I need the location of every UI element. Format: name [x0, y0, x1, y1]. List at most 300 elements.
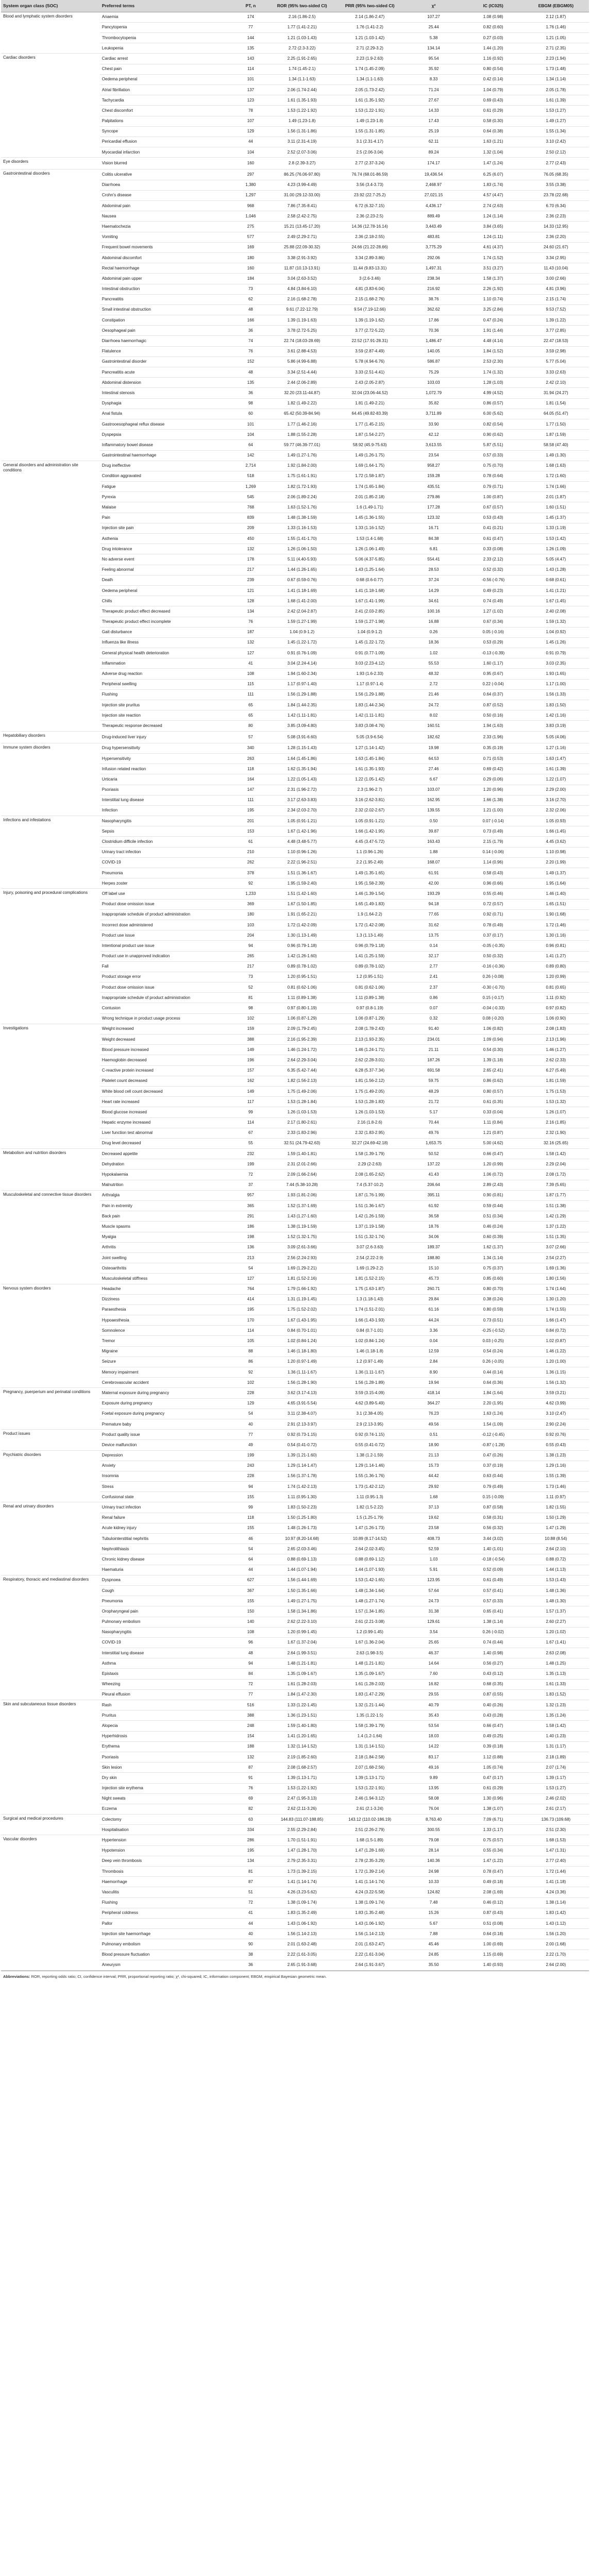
prr-value: 1.48 (1.27-1.74): [336, 1596, 404, 1606]
ebgm-value: 1.49 (1.30): [523, 450, 589, 461]
ic-value: 0.79 (0.71): [464, 482, 523, 492]
ror-value: 3.38 (2.91-3.92): [268, 252, 336, 263]
ic-value: 0.61 (0.29): [464, 1783, 523, 1793]
pt-count: 87: [233, 1762, 268, 1773]
ic-value: 1.15 (0.69): [464, 1950, 523, 1960]
ror-value: 2.31 (1.96-2.72): [268, 785, 336, 795]
prr-value: 2.16 (1.8-2.6): [336, 1117, 404, 1128]
prr-value: 1.2 (0.97-1.49): [336, 1357, 404, 1367]
ic-value: 0.72 (0.57): [464, 899, 523, 909]
prr-value: 2.64 (1.91-3.67): [336, 1960, 404, 1970]
preferred-term: White blood cell count decreased: [100, 1086, 233, 1096]
pt-count: 228: [233, 1471, 268, 1481]
ror-value: 2.25 (1.91-2.65): [268, 54, 336, 64]
ror-value: 1.67 (1.50-1.85): [268, 899, 336, 909]
pt-count: 36: [233, 326, 268, 336]
pt-count: 92: [233, 878, 268, 889]
chi-squared-value: 7.88: [403, 1929, 463, 1939]
ebgm-value: 2.08 (1.83): [523, 1024, 589, 1034]
header-prr: PRR (95% two-sided CI): [336, 0, 404, 12]
chi-squared-value: 418.14: [403, 1388, 463, 1398]
ebgm-value: 1.48 (1.25): [523, 1658, 589, 1669]
ic-value: -0.05 (-0.35): [464, 941, 523, 951]
prr-value: 1.02 (0.84-1.24): [336, 1336, 404, 1346]
prr-value: 1.31 (1.14-1.51): [336, 1741, 404, 1752]
preferred-term: Rash: [100, 1700, 233, 1710]
prr-value: 4.81 (3.83-6.04): [336, 284, 404, 294]
ror-value: 0.96 (0.79-1.18): [268, 941, 336, 951]
preferred-term: Abdominal discomfort: [100, 252, 233, 263]
chi-squared-value: 300.55: [403, 1825, 463, 1835]
chi-squared-value: 0.50: [403, 816, 463, 826]
pt-count: 334: [233, 1825, 268, 1835]
pt-count: 198: [233, 1232, 268, 1242]
ror-value: 4.23 (3.99-4.49): [268, 180, 336, 190]
ebgm-value: 1.47 (1.31): [523, 1845, 589, 1856]
ebgm-value: 1.49 (1.37): [523, 868, 589, 878]
pt-count: 186: [233, 1222, 268, 1232]
pt-count: 104: [233, 147, 268, 158]
ror-value: 144.83 (111.07-188.85): [268, 1815, 336, 1825]
chi-squared-value: 49.76: [403, 1128, 463, 1138]
pt-count: 88: [233, 1346, 268, 1357]
ebgm-value: 1.42 (1.16): [523, 710, 589, 721]
pt-count: 38: [233, 1950, 268, 1960]
ic-value: 1.66 (1.38): [464, 795, 523, 805]
chi-squared-value: 29.55: [403, 1689, 463, 1700]
ror-value: 31.00 (29.12-33.00): [268, 190, 336, 200]
ic-value: 0.57 (0.33): [464, 1596, 523, 1606]
pt-count: 140: [233, 1617, 268, 1627]
ror-value: 1.43 (1.06-1.92): [268, 1918, 336, 1928]
ic-value: 0.33 (0.08): [464, 544, 523, 554]
soc-cell: Vascular disorders: [1, 1835, 100, 1970]
pt-count: 627: [233, 1575, 268, 1585]
header-soc: System organ class (SOC): [1, 0, 100, 12]
ic-value: 0.43 (0.12): [464, 1669, 523, 1679]
ror-value: 2.01 (1.63-2.48): [268, 1939, 336, 1950]
ic-value: 0.54 (0.24): [464, 1346, 523, 1357]
pt-count: 157: [233, 1065, 268, 1076]
ic-value: 0.74 (0.44): [464, 1637, 523, 1648]
preferred-term: Epistaxis: [100, 1669, 233, 1679]
chi-squared-value: 137.22: [403, 1159, 463, 1170]
pt-count: 201: [233, 816, 268, 826]
chi-squared-value: 21.13: [403, 1450, 463, 1461]
header-pt-count: PT, n: [233, 0, 268, 12]
ror-value: 0.84 (0.70-1.01): [268, 1326, 336, 1336]
ebgm-value: 1.55 (1.34): [523, 126, 589, 137]
prr-value: 1.81 (1.52-2.15): [336, 1274, 404, 1284]
ror-value: 7.86 (7.35-8.41): [268, 201, 336, 211]
ic-value: -0.18 (-0.54): [464, 1554, 523, 1565]
ebgm-value: 0.81 (0.65): [523, 982, 589, 993]
ror-value: 7.44 (5.38-10.28): [268, 1180, 336, 1190]
chi-squared-value: 188.80: [403, 1252, 463, 1263]
ebgm-value: 5.77 (5.04): [523, 357, 589, 367]
chi-squared-value: 2.37: [403, 982, 463, 993]
preferred-term: Intentional product use issue: [100, 941, 233, 951]
chi-squared-value: 62.11: [403, 137, 463, 147]
preferred-term: Oedema peripheral: [100, 585, 233, 596]
ebgm-value: 1.75 (1.53): [523, 1086, 589, 1096]
ror-value: 1.52 (1.37-1.69): [268, 1201, 336, 1211]
ror-value: 1.75 (1.49-2.06): [268, 1086, 336, 1096]
prr-value: 2.18 (1.84-2.58): [336, 1752, 404, 1762]
ror-value: 1.05 (0.91-1.21): [268, 816, 336, 826]
pt-count: 199: [233, 1450, 268, 1461]
ic-value: 1.28 (1.03): [464, 378, 523, 388]
ror-value: 1.84 (1.44-2.35): [268, 700, 336, 710]
pt-count: 51: [233, 1887, 268, 1897]
prr-value: 58.92 (45.9-75.63): [336, 440, 404, 450]
ebgm-value: 2.23 (1.94): [523, 54, 589, 64]
prr-value: 0.97 (0.8-1.19): [336, 1003, 404, 1013]
ebgm-value: 3.83 (3.19): [523, 721, 589, 731]
ebgm-value: 1.87 (1.77): [523, 1190, 589, 1200]
ror-value: 1.82 (1.72-1.93): [268, 482, 336, 492]
prr-value: 1.81 (1.49-2.21): [336, 398, 404, 409]
ebgm-value: 0.91 (0.79): [523, 648, 589, 658]
ic-value: -0.25 (-0.52): [464, 1326, 523, 1336]
ebgm-value: 1.45 (1.26): [523, 637, 589, 648]
ebgm-value: 0.55 (0.43): [523, 1440, 589, 1450]
ebgm-value: 1.17 (1.00): [523, 679, 589, 689]
ebgm-value: 1.56 (1.32): [523, 1378, 589, 1388]
ror-value: 1.21 (1.03-1.43): [268, 33, 336, 43]
pt-count: 128: [233, 596, 268, 606]
ror-value: 1.74 (1.45-2.1): [268, 64, 336, 74]
ic-value: 1.20 (0.96): [464, 785, 523, 795]
ic-value: 0.52 (0.09): [464, 1565, 523, 1575]
preferred-term: Flatulence: [100, 346, 233, 357]
prr-value: 1.53 (1.22-1.91): [336, 1783, 404, 1793]
ebgm-value: 7.39 (5.65): [523, 1180, 589, 1190]
table-row: [1, 1149, 589, 1159]
ror-value: 2.44 (2.06-2.89): [268, 378, 336, 388]
ror-value: 4.48 (3.48-5.77): [268, 837, 336, 847]
ror-value: 1.06 (0.87-1.29): [268, 1013, 336, 1024]
chi-squared-value: 395.11: [403, 1190, 463, 1200]
prr-value: 2.36 (2.23-2.5): [336, 211, 404, 222]
chi-squared-value: 52.59: [403, 1544, 463, 1554]
preferred-term: Peripheral coldness: [100, 1908, 233, 1918]
pt-count: 62: [233, 294, 268, 304]
preferred-term: Vomiting: [100, 232, 233, 242]
ror-value: 1.67 (1.42-1.96): [268, 826, 336, 837]
table-row: [1, 1388, 589, 1398]
preferred-term: Injection site haemorrhage: [100, 1929, 233, 1939]
prr-value: 2.13 (1.93-2.35): [336, 1035, 404, 1045]
prr-value: 2.77 (2.37-3.24): [336, 158, 404, 170]
chi-squared-value: 25.44: [403, 22, 463, 32]
ebgm-value: 1.36 (1.15): [523, 1367, 589, 1378]
ror-value: 1.33 (1.22-1.45): [268, 1700, 336, 1710]
prr-value: 1.77 (1.45-2.15): [336, 419, 404, 429]
ror-value: 1.39 (1.21-1.60): [268, 1450, 336, 1461]
ebgm-value: 1.53 (1.27): [523, 106, 589, 116]
ebgm-value: 1.51 (1.38): [523, 1201, 589, 1211]
chi-squared-value: 7.60: [403, 1669, 463, 1679]
pt-count: 48: [233, 304, 268, 315]
preferred-term: Frequent bowel movements: [100, 242, 233, 252]
pt-count: 195: [233, 1304, 268, 1315]
pt-count: 180: [233, 252, 268, 263]
preferred-term: Premature baby: [100, 1419, 233, 1429]
ic-value: 1.74 (1.32): [464, 367, 523, 378]
pt-count: 577: [233, 232, 268, 242]
preferred-term: Aneurysm: [100, 1960, 233, 1970]
prr-value: 2.62 (2.28-3.01): [336, 1055, 404, 1065]
chi-squared-value: 123.95: [403, 1575, 463, 1585]
pt-count: 155: [233, 1492, 268, 1502]
preferred-term: Weight decreased: [100, 1035, 233, 1045]
table-row: [1, 1190, 589, 1200]
prr-value: 1.61 (1.35-1.92): [336, 95, 404, 106]
ebgm-value: 2.29 (2.04): [523, 1159, 589, 1170]
chi-squared-value: 45.46: [403, 1939, 463, 1950]
ror-value: 1.77 (1.41-2.21): [268, 22, 336, 32]
chi-squared-value: 1,486.47: [403, 336, 463, 346]
chi-squared-value: 0.04: [403, 1336, 463, 1346]
ebgm-value: 0.88 (0.72): [523, 1554, 589, 1565]
pt-count: 80: [233, 721, 268, 731]
ror-value: 1.17 (0.97-1.40): [268, 679, 336, 689]
chi-squared-value: 16.71: [403, 523, 463, 533]
chi-squared-value: 91.40: [403, 1024, 463, 1034]
chi-squared-value: 3,711.89: [403, 409, 463, 419]
ic-value: 1.63 (1.21): [464, 137, 523, 147]
pt-count: 90: [233, 1939, 268, 1950]
soc-cell: Cardiac disorders: [1, 54, 100, 158]
chi-squared-value: 44.42: [403, 1471, 463, 1481]
prr-value: 1.4 (1.2-1.64): [336, 1731, 404, 1741]
chi-squared-value: 238.34: [403, 274, 463, 284]
pt-count: 764: [233, 1284, 268, 1294]
prr-value: 1.37 (1.19-1.58): [336, 1222, 404, 1232]
preferred-term: Product use in unapproved indication: [100, 951, 233, 961]
chi-squared-value: 260.71: [403, 1284, 463, 1294]
preferred-term: Gastrointestinal disorder: [100, 357, 233, 367]
ic-value: 0.87 (0.43): [464, 1908, 523, 1918]
prr-value: 3.83 (3.08-4.76): [336, 721, 404, 731]
prr-value: 1.41 (1.14-1.74): [336, 1877, 404, 1887]
ebgm-value: 1.61 (1.39): [523, 764, 589, 774]
prr-value: 1.45 (1.22-1.72): [336, 637, 404, 648]
chi-squared-value: 19,436.54: [403, 170, 463, 180]
ic-value: 0.37 (0.19): [464, 1461, 523, 1471]
pt-count: 99: [233, 1107, 268, 1117]
preferred-term: Abdominal pain upper: [100, 274, 233, 284]
prr-value: 2.08 (1.78-2.43): [336, 1024, 404, 1034]
preferred-term: Pancytopenia: [100, 22, 233, 32]
chi-squared-value: 34.06: [403, 1232, 463, 1242]
ic-value: 0.80 (0.59): [464, 1304, 523, 1315]
chi-squared-value: 0.07: [403, 1003, 463, 1013]
ic-value: 0.80 (0.70): [464, 1284, 523, 1294]
prr-value: 1.11 (0.89-1.38): [336, 993, 404, 1003]
prr-value: 1.49 (1.23-1.8): [336, 116, 404, 126]
preferred-term: General physical health deterioration: [100, 648, 233, 658]
prr-value: 2.41 (2.03-2.85): [336, 606, 404, 617]
soc-cell: Product issues: [1, 1430, 100, 1450]
preferred-term: Eczema: [100, 1804, 233, 1814]
ebgm-value: 2.32 (1.90): [523, 1128, 589, 1138]
ror-value: 1.59 (1.40-1.81): [268, 1149, 336, 1159]
ebgm-value: 1.69 (1.36): [523, 1263, 589, 1274]
ebgm-value: 0.92 (0.76): [523, 1430, 589, 1440]
pt-count: 188: [233, 1741, 268, 1752]
preferred-term: Haemorrhage: [100, 1877, 233, 1887]
chi-squared-value: 435.51: [403, 482, 463, 492]
ic-value: 5.87 (5.51): [464, 440, 523, 450]
ic-value: 0.51 (0.34): [464, 1211, 523, 1222]
chi-squared-value: 77.65: [403, 909, 463, 920]
preferred-term: Confusional state: [100, 1492, 233, 1502]
ic-value: 0.95 (0.67): [464, 669, 523, 679]
ic-value: 0.33 (0.04): [464, 1107, 523, 1117]
prr-value: 1.72 (1.42-2.08): [336, 920, 404, 930]
preferred-term: Product dose omission issue: [100, 899, 233, 909]
pt-count: 142: [233, 450, 268, 461]
ror-value: 1.36 (1.23-1.51): [268, 1710, 336, 1721]
ebgm-value: 9.53 (7.52): [523, 304, 589, 315]
ror-value: 1.22 (1.05-1.43): [268, 774, 336, 785]
ic-value: 0.87 (0.52): [464, 700, 523, 710]
pt-count: 162: [233, 1076, 268, 1086]
ic-value: 1.83 (1.74): [464, 180, 523, 190]
pt-count: 37: [233, 1180, 268, 1190]
ror-value: 1.67 (1.37-2.04): [268, 1637, 336, 1648]
chi-squared-value: 554.41: [403, 554, 463, 565]
ebgm-value: 1.29 (1.16): [523, 1461, 589, 1471]
prr-value: 1.6 (1.49-1.71): [336, 502, 404, 513]
ic-value: 1.34 (1.14): [464, 1252, 523, 1263]
ror-value: 1.94 (1.60-2.34): [268, 669, 336, 679]
pt-count: 297: [233, 170, 268, 180]
chi-squared-value: 24.73: [403, 1596, 463, 1606]
ror-value: 1.36 (1.11-1.67): [268, 1367, 336, 1378]
ebgm-value: 1.34 (1.14): [523, 74, 589, 84]
ebgm-value: 1.66 (1.45): [523, 826, 589, 837]
ic-value: 0.57 (0.33): [464, 450, 523, 461]
ic-value: 0.59 (0.44): [464, 1201, 523, 1211]
prr-value: 0.68 (0.6-0.77): [336, 575, 404, 585]
ror-value: 1.61 (1.35-1.93): [268, 95, 336, 106]
prr-value: 2.36 (2.18-2.55): [336, 232, 404, 242]
preferred-term: Haemoglobin decreased: [100, 1055, 233, 1065]
ror-value: 2.64 (2.29-3.04): [268, 1055, 336, 1065]
preferred-term: Deep vein thrombosis: [100, 1856, 233, 1866]
preferred-term: Hypertension: [100, 1835, 233, 1845]
table-body: [1, 12, 589, 1970]
preferred-term: Hyperhidrosis: [100, 1731, 233, 1741]
prr-value: 2.51 (2.26-2.79): [336, 1825, 404, 1835]
ic-value: 1.00 (0.69): [464, 1939, 523, 1950]
ebgm-value: 1.20 (1.00): [523, 1357, 589, 1367]
ic-value: -0.56 (-0.76): [464, 575, 523, 585]
pt-count: 160: [233, 263, 268, 274]
ror-value: 3.17 (2.63-3.83): [268, 795, 336, 805]
soc-cell: Investigations: [1, 1024, 100, 1148]
ror-value: 1.44 (1.26-1.65): [268, 565, 336, 575]
ebgm-value: 3.34 (2.95): [523, 252, 589, 263]
pt-count: 144: [233, 33, 268, 43]
ror-value: 2.49 (2.29-2.71): [268, 232, 336, 242]
preferred-term: Drug-induced liver injury: [100, 731, 233, 743]
chi-squared-value: 59.75: [403, 1076, 463, 1086]
ror-value: 1.53 (1.22-1.92): [268, 106, 336, 116]
prr-value: 1.48 (1.34-1.64): [336, 1585, 404, 1596]
prr-value: 3.33 (2.51-4.41): [336, 367, 404, 378]
ror-value: 1.39 (1.19-1.63): [268, 315, 336, 326]
prr-value: 2.22 (1.61-3.04): [336, 1950, 404, 1960]
preferred-term: Pulmonary embolism: [100, 1617, 233, 1627]
pt-count: 768: [233, 502, 268, 513]
preferred-term: Myalgia: [100, 1232, 233, 1242]
pt-count: 48: [233, 367, 268, 378]
ror-value: 1.51 (1.42-1.60): [268, 889, 336, 899]
chi-squared-value: 189.37: [403, 1242, 463, 1252]
pt-count: 228: [233, 1388, 268, 1398]
ror-value: 2.16 (1.68-2.78): [268, 294, 336, 304]
pt-count: 101: [233, 419, 268, 429]
preferred-term: Pain: [100, 513, 233, 523]
ic-value: 0.58 (0.43): [464, 868, 523, 878]
chi-squared-value: 3.54: [403, 1627, 463, 1637]
ic-value: 1.24 (1.14): [464, 211, 523, 222]
ror-value: 2.34 (2.03-2.70): [268, 805, 336, 816]
ic-value: 0.75 (0.70): [464, 461, 523, 471]
chi-squared-value: 0.86: [403, 993, 463, 1003]
prr-value: 1.38 (1.09-1.74): [336, 1897, 404, 1908]
chi-squared-value: 70.36: [403, 326, 463, 336]
ic-value: 0.60 (0.39): [464, 1232, 523, 1242]
soc-cell: Nervous system disorders: [1, 1284, 100, 1388]
chi-squared-value: 61.91: [403, 868, 463, 878]
chi-squared-value: 94.18: [403, 899, 463, 909]
ror-value: 1.42 (1.11-1.81): [268, 710, 336, 721]
pt-count: 135: [233, 378, 268, 388]
pt-count: 77: [233, 22, 268, 32]
ebgm-value: 2.64 (2.00): [523, 1960, 589, 1970]
prr-value: 1.46 (1.39-1.54): [336, 889, 404, 899]
preferred-term: Pneumonia: [100, 1596, 233, 1606]
ic-value: 0.61 (0.35): [464, 1097, 523, 1107]
pt-count: 286: [233, 1835, 268, 1845]
ic-value: 0.29 (0.06): [464, 774, 523, 785]
ror-value: 10.97 (8.20-14.68): [268, 1534, 336, 1544]
soc-cell: Immune system disorders: [1, 743, 100, 816]
pt-count: 94: [233, 941, 268, 951]
prr-value: 1.43 (1.25-1.64): [336, 565, 404, 575]
prr-value: 1.67 (1.41-1.99): [336, 596, 404, 606]
prr-value: 1.81 (1.56-2.12): [336, 1076, 404, 1086]
table-row: [1, 731, 589, 743]
prr-value: 2.32 (1.83-2.95): [336, 1128, 404, 1138]
chi-squared-value: 18.03: [403, 1731, 463, 1741]
chi-squared-value: 25.65: [403, 1637, 463, 1648]
pt-count: 545: [233, 492, 268, 502]
ic-value: 0.74 (0.49): [464, 596, 523, 606]
pt-count: 101: [233, 74, 268, 84]
ic-value: 0.90 (0.81): [464, 1190, 523, 1200]
prr-value: 2.2 (1.95-2.49): [336, 857, 404, 868]
preferred-term: Inappropriate schedule of product administration: [100, 909, 233, 920]
pt-count: 262: [233, 857, 268, 868]
prr-value: 143.12 (110.02-186.19): [336, 1815, 404, 1825]
table-row: [1, 1835, 589, 1845]
